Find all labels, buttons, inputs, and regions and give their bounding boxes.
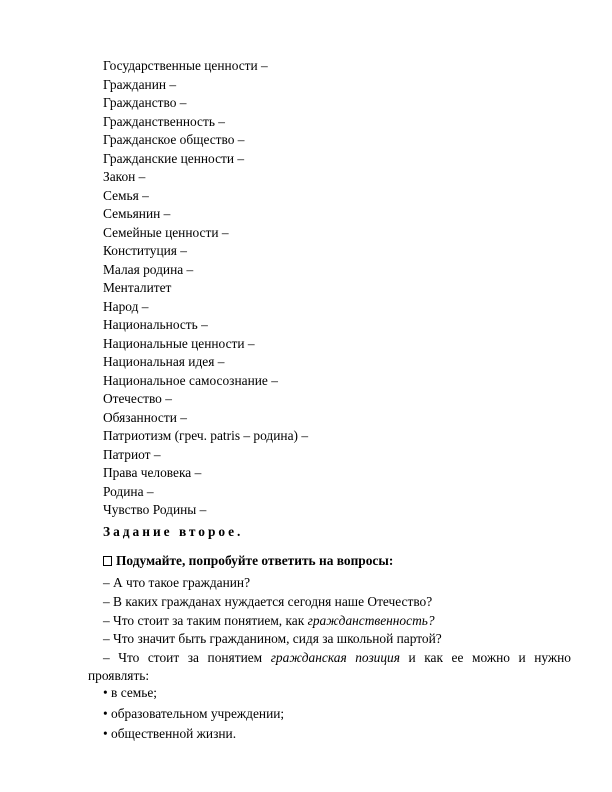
term-item: Семьянин –: [103, 206, 171, 221]
term-item: Гражданство –: [103, 95, 187, 110]
question-item: – В каких гражданах нуждается сегодня наше Отечество?: [103, 593, 433, 609]
bullet-list: [103, 683, 284, 745]
checkbox-square-icon: [103, 556, 112, 566]
bullet-item: • в семье;: [103, 685, 158, 700]
term-item: Национальные ценности –: [103, 335, 255, 351]
question-text: и как ее можно и нужно: [399, 650, 571, 665]
task-prompt: [103, 553, 393, 569]
term-item: Права человека –: [103, 465, 202, 480]
question-text: – Что стоит за понятием: [103, 650, 271, 665]
term-item: Малая родина –: [103, 261, 194, 277]
term-item: Государственные ценности –: [103, 58, 268, 73]
term-item: Чувство Родины –: [103, 502, 207, 517]
term-item: Закон –: [103, 169, 146, 184]
question-item: – Что значит быть гражданином, сидя за школьной партой?: [103, 631, 442, 647]
term-item: Гражданское общество –: [103, 132, 245, 147]
task-heading: Задание второе.: [103, 524, 244, 539]
term-item: Родина –: [103, 483, 154, 499]
terms-list: [103, 57, 308, 520]
term-item: Национальное самосознание –: [103, 372, 278, 388]
question-emphasis: гражданская позиция: [270, 650, 400, 665]
term-item: Семья –: [103, 187, 149, 203]
questions-list: [103, 574, 442, 649]
question-item: [103, 612, 442, 631]
term-item: Национальность –: [103, 317, 208, 332]
bullet-item: • общественной жизни.: [103, 726, 237, 741]
term-item: Семейные ценности –: [103, 224, 229, 240]
term-item: Гражданские ценности –: [103, 150, 245, 166]
term-item: Гражданственность –: [103, 113, 225, 129]
term-item: Народ –: [103, 298, 149, 314]
bullet-item: • образовательном учреждении;: [103, 705, 285, 721]
question-continuation: проявлять:: [88, 668, 150, 683]
term-item: Патриотизм (греч. patris – родина) –: [103, 428, 309, 443]
question-item-long: [103, 649, 571, 667]
term-item: Патриот –: [103, 446, 161, 462]
question-text: – Что стоит за таким понятием, как: [103, 612, 308, 628]
term-item: Отечество –: [103, 391, 172, 406]
term-item: Национальная идея –: [103, 354, 225, 369]
term-item: Обязанности –: [103, 409, 187, 425]
task-prompt-text: Подумайте, попробуйте ответить на вопросы:: [116, 553, 394, 568]
question-emphasis: гражданственность?: [307, 612, 435, 628]
term-item: Менталитет: [103, 280, 172, 295]
term-item: Конституция –: [103, 243, 187, 258]
question-item: – А что такое гражданин?: [103, 575, 251, 590]
term-item: Гражданин –: [103, 76, 177, 92]
